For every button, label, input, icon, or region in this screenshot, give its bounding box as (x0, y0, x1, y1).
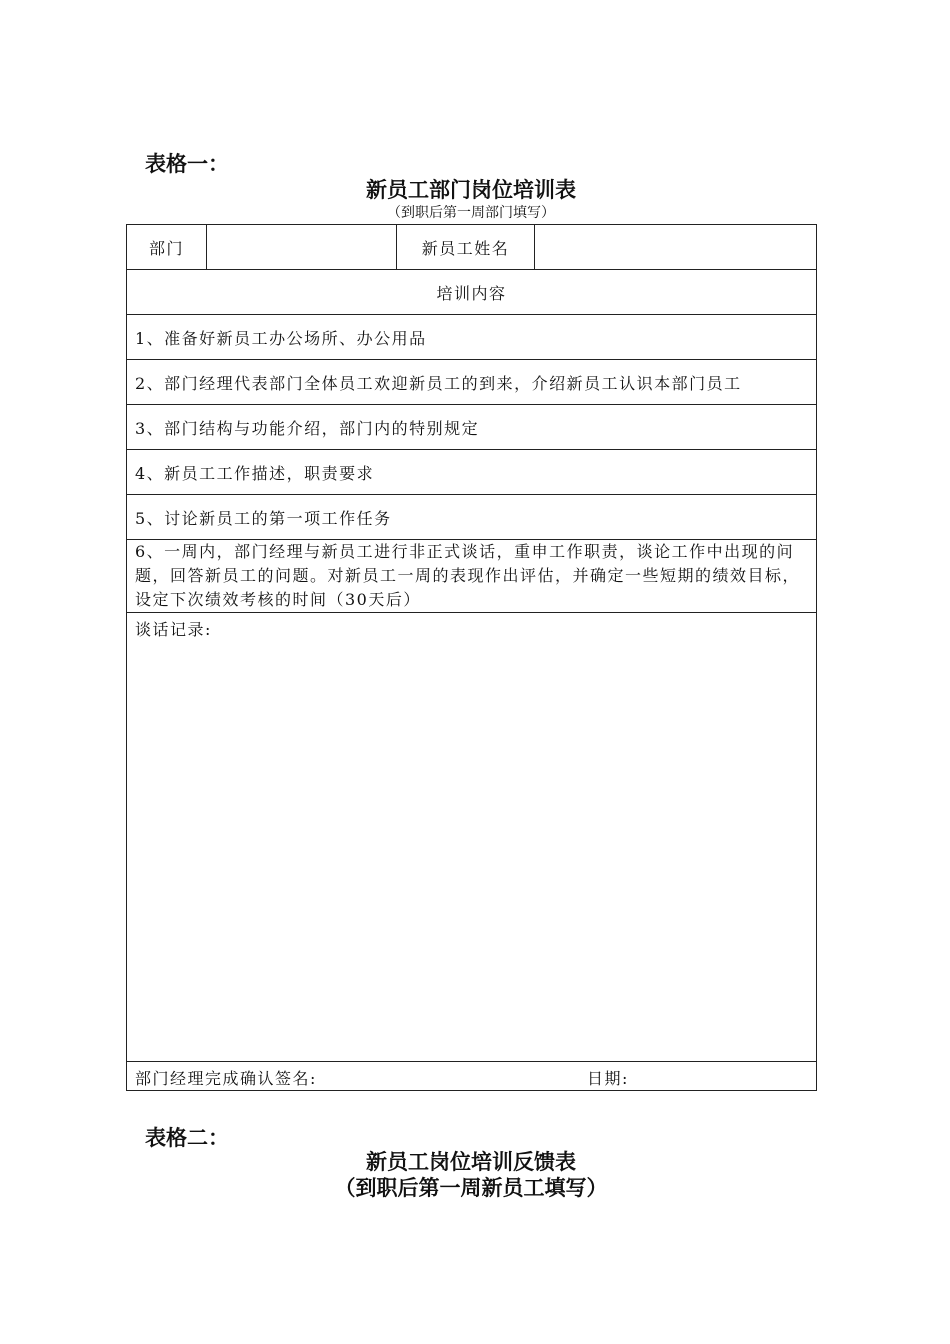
training-form-table (126, 224, 817, 1091)
section1-label: 表格一： (145, 151, 229, 176)
header-row (127, 225, 817, 270)
training-content-header: 培训内容 (127, 270, 817, 315)
notes-row (127, 613, 817, 1062)
signature-cell[interactable] (127, 1062, 817, 1091)
conversation-notes-field[interactable] (127, 613, 817, 1062)
table-row (127, 495, 817, 540)
form2-subtitle: （到职后第一周新员工填写） (334, 1175, 608, 1200)
table-row (127, 360, 817, 405)
dept-field[interactable] (207, 225, 397, 270)
employee-name-field[interactable] (535, 225, 817, 270)
table-row (127, 450, 817, 495)
training-item-4: 4、新员工工作描述，职责要求 (127, 450, 817, 495)
manager-signature-label: 部门经理完成确认签名: (135, 1069, 317, 1088)
date-label: 日期: (587, 1069, 629, 1088)
dept-label: 部门 (127, 225, 207, 270)
table-row (127, 540, 817, 613)
training-item-6: 6、一周内，部门经理与新员工进行非正式谈话，重申工作职责，谈论工作中出现的问题，回答新员工的问题。对新员工一周的表现作出评估，并确定一些短期的绩效目标，设定下次绩效考核的时间（30天后） (127, 540, 817, 613)
section2-label: 表格二： (145, 1125, 229, 1150)
content-header-row (127, 270, 817, 315)
training-item-2: 2、部门经理代表部门全体员工欢迎新员工的到来，介绍新员工认识本部门员工 (127, 360, 817, 405)
employee-name-label: 新员工姓名 (397, 225, 535, 270)
form1-title: 新员工部门岗位培训表 (366, 177, 576, 202)
form1-subtitle: （到职后第一周部门填写） (387, 205, 555, 221)
table-row (127, 315, 817, 360)
conversation-notes-label: 谈话记录: (135, 620, 212, 639)
training-item-3: 3、部门结构与功能介绍，部门内的特别规定 (127, 405, 817, 450)
signature-row (127, 1062, 817, 1091)
training-item-1: 1、准备好新员工办公场所、办公用品 (127, 315, 817, 360)
form2-title: 新员工岗位培训反馈表 (366, 1149, 576, 1174)
table-row (127, 405, 817, 450)
training-item-5: 5、讨论新员工的第一项工作任务 (127, 495, 817, 540)
